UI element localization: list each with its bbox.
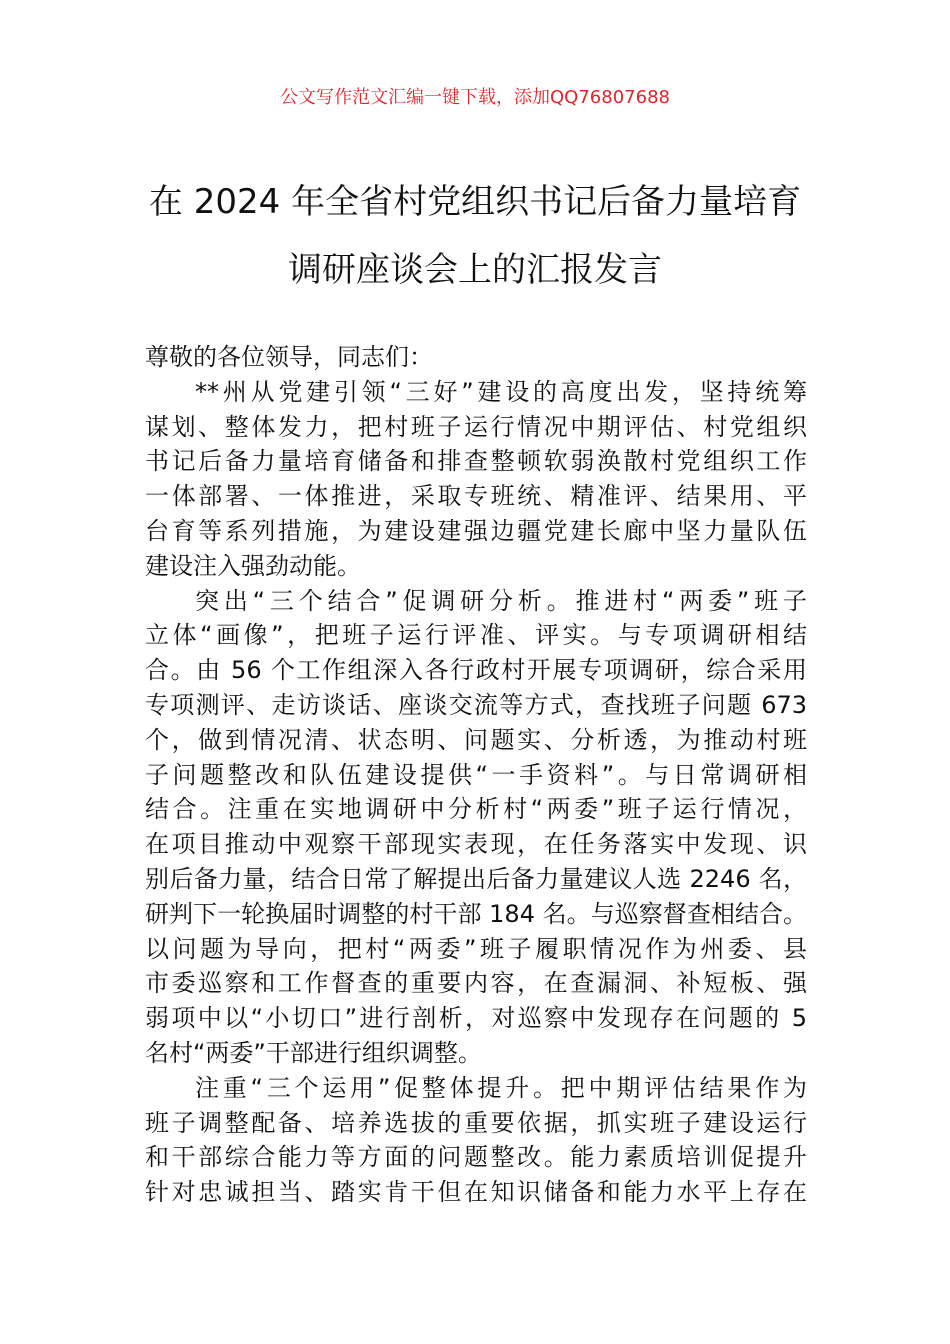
document-title-line-1: 在 2024 年全省村党组织书记后备力量培育 [148, 182, 802, 222]
paragraph-line: 一体部署、一体推进，采取专班统、精准评、结果用、平 [145, 482, 807, 511]
paragraph-line: 在项目推动中观察干部现实表现，在任务落实中发现、识 [145, 830, 807, 859]
paragraph-line: 研判下一轮换届时调整的村干部 184 名。与巡察督查相结合。 [145, 899, 807, 928]
paragraph [145, 375, 807, 584]
download-banner: 公文写作范文汇编一键下载，添加QQ76807688 [280, 87, 670, 108]
paragraph-line: 名村“两委”干部进行组织调整。 [145, 1038, 482, 1067]
paragraph-line: 合。由 56 个工作组深入各行政村开展专项调研，综合采用 [145, 656, 807, 685]
paragraph [145, 584, 807, 1071]
paragraph-line: 结合。注重在实地调研中分析村“两委”班子运行情况， [145, 795, 807, 824]
document-body [145, 340, 807, 1210]
paragraph [145, 1071, 807, 1210]
document-title-line-2: 调研座谈会上的汇报发言 [288, 250, 662, 290]
paragraph-line: 专项测评、走访谈话、座谈交流等方式，查找班子问题 673 [145, 690, 807, 719]
paragraph-line: 针对忠诚担当、踏实肯干但在知识储备和能力水平上存在 [145, 1178, 807, 1207]
paragraph-line: 个，做到情况清、状态明、问题实、分析透，为推动村班 [145, 725, 807, 754]
paragraph-line: 注重“三个运用”促整体提升。把中期评估结果作为 [195, 1073, 807, 1102]
paragraph-line: 台育等系列措施，为建设建强边疆党建长廊中坚力量队伍 [145, 516, 807, 545]
paragraph-line: 以问题为导向，把村“两委”班子履职情况作为州委、县 [145, 934, 807, 963]
paragraph-line: 突出“三个结合”促调研分析。推进村“两委”班子 [195, 586, 807, 615]
paragraph-line: 别后备力量，结合日常了解提出后备力量建议人选 2246 名， [145, 864, 807, 893]
paragraph-line: 建设注入强劲动能。 [145, 551, 361, 580]
salutation: 尊敬的各位领导，同志们： [145, 343, 433, 371]
paragraph-line: 和干部综合能力等方面的问题整改。能力素质培训促提升 [145, 1143, 807, 1172]
paragraph-line: 弱项中以“小切口”进行剖析，对巡察中发现存在问题的 5 [145, 1004, 807, 1033]
paragraph-line: 子问题整改和队伍建设提供“一手资料”。与日常调研相 [145, 760, 807, 789]
paragraph-line: 谋划、整体发力，把村班子运行情况中期评估、村党组织 [145, 412, 807, 441]
paragraph-line: 立体“画像”，把班子运行评准、评实。与专项调研相结 [145, 621, 807, 650]
paragraph-line: 市委巡察和工作督查的重要内容，在查漏洞、补短板、强 [145, 969, 807, 998]
paragraph-line: 书记后备力量培育储备和排查整顿软弱涣散村党组织工作 [145, 447, 807, 476]
paragraph-line: 班子调整配备、培养选拔的重要依据，抓实班子建设运行 [145, 1108, 807, 1137]
paragraph-line: **州从党建引领“三好”建设的高度出发，坚持统筹 [195, 377, 807, 406]
